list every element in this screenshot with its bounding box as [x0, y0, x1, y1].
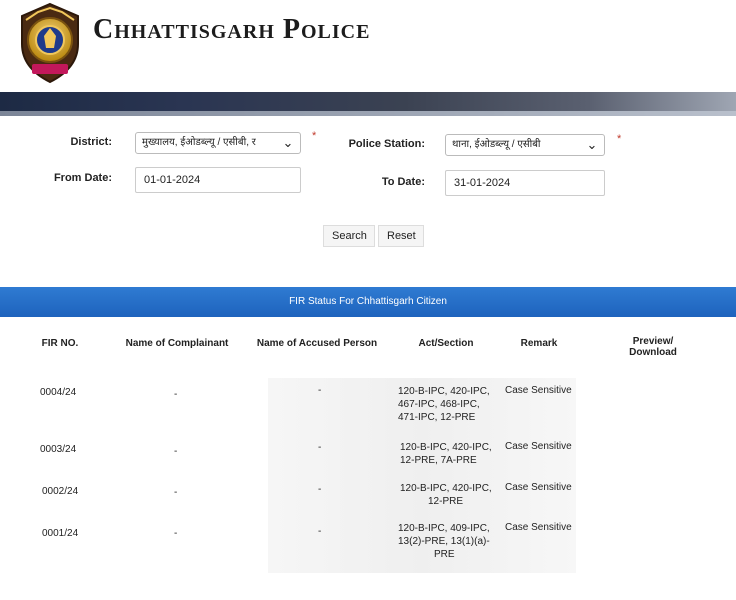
table-cell-fir-no: 0002/24 — [42, 486, 79, 497]
police-station-required-marker: * — [617, 133, 622, 145]
table-cell-complainant: - — [174, 487, 178, 498]
act-section-line: 120-B-IPC, 420-IPC, — [398, 386, 490, 397]
district-label: District: — [70, 136, 112, 148]
to-date-input[interactable]: 31-01-2024 — [445, 170, 605, 196]
from-date-label: From Date: — [53, 172, 112, 184]
from-date-input[interactable]: 01-01-2024 — [135, 167, 301, 193]
header-divider-band — [0, 92, 736, 116]
table-cell-accused: - — [318, 484, 322, 495]
table-cell-complainant: - — [174, 446, 178, 457]
table-cell-act-section — [398, 522, 490, 561]
table-cell-remark: Case Sensitive — [505, 385, 572, 396]
chevron-down-icon: ⌄ — [282, 135, 294, 150]
col-header-preview-line: Preview/ — [632, 336, 674, 347]
table-cell-act-section — [398, 385, 490, 424]
police-emblem-icon — [14, 2, 86, 84]
col-header-download-line: Download — [629, 347, 677, 358]
table-cell-accused: - — [318, 442, 322, 453]
col-header-fir-no: FIR NO. — [41, 338, 79, 349]
col-header-remark: Remark — [520, 338, 558, 349]
chevron-down-icon: ⌄ — [586, 137, 598, 152]
district-select-value: मुख्यालय, ईओडब्ल्यू / एसीबी, र — [142, 137, 256, 148]
act-section-line: 471-IPC, 12-PRE — [398, 412, 476, 423]
police-station-select[interactable] — [445, 134, 605, 156]
col-header-accused: Name of Accused Person — [256, 338, 378, 349]
site-header — [0, 0, 736, 92]
table-cell-complainant: - — [174, 528, 178, 539]
police-station-select-value: थाना, ईओडब्ल्यू / एसीबी — [452, 139, 541, 150]
table-cell-act-section — [400, 482, 492, 508]
col-header-complainant: Name of Complainant — [125, 338, 229, 349]
district-required-marker: * — [312, 130, 317, 142]
act-section-line: 120-B-IPC, 420-IPC, — [400, 483, 492, 494]
search-button[interactable]: Search — [323, 225, 375, 247]
act-section-line: PRE — [434, 549, 455, 560]
table-cell-fir-no: 0003/24 — [40, 444, 77, 455]
table-cell-complainant: - — [174, 389, 178, 400]
act-section-line: 467-IPC, 468-IPC, — [398, 399, 480, 410]
table-cell-remark: Case Sensitive — [505, 522, 572, 533]
site-title: Chhattisgarh Police — [93, 14, 371, 45]
results-banner: FIR Status For Chhattisgarh Citizen — [0, 287, 736, 317]
table-cell-remark: Case Sensitive — [505, 441, 572, 452]
to-date-label: To Date: — [381, 176, 425, 188]
act-section-line: 12-PRE, 7A-PRE — [400, 455, 477, 466]
col-header-preview — [616, 336, 690, 358]
table-cell-fir-no: 0001/24 — [42, 528, 79, 539]
table-cell-remark: Case Sensitive — [505, 482, 572, 493]
table-cell-act-section — [400, 441, 492, 467]
act-section-line: 12-PRE — [428, 496, 464, 507]
act-section-line: 13(2)-PRE, 13(1)(a)- — [398, 536, 490, 547]
table-cell-accused: - — [318, 526, 322, 537]
police-station-label: Police Station: — [348, 138, 425, 150]
table-cell-accused: - — [318, 385, 322, 396]
table-cell-fir-no: 0004/24 — [40, 387, 77, 398]
col-header-act-section: Act/Section — [418, 338, 474, 349]
district-select[interactable] — [135, 132, 301, 154]
act-section-line: 120-B-IPC, 420-IPC, — [400, 442, 492, 453]
reset-button[interactable]: Reset — [378, 225, 424, 247]
act-section-line: 120-B-IPC, 409-IPC, — [398, 523, 490, 534]
